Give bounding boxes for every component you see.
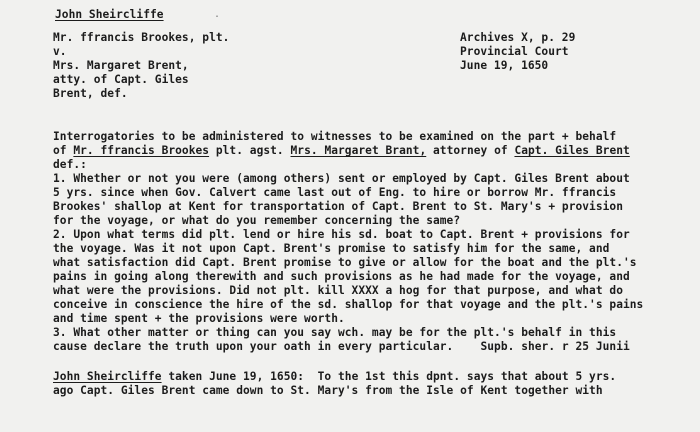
stray-mark: . bbox=[214, 9, 221, 20]
question-2-line-5: what were the provisions. Did not plt. kill XXXX a hog for that purpose, and what do bbox=[53, 284, 623, 297]
archive-reference: Archives X, p. 29 bbox=[460, 31, 576, 44]
parties-agst: plt. agst. bbox=[209, 144, 291, 157]
question-1-line-1: 1. Whether or not you were (among others) sent or employed by Capt. Giles Brent about bbox=[53, 172, 630, 185]
question-2-line-4: pains in going along therewith and such provisions as he had made for the voyage, and bbox=[53, 270, 630, 283]
caption-versus: v. bbox=[53, 45, 67, 58]
question-2-line-1: 2. Upon what terms did plt. lend or hire his sd. boat to Capt. Brent + provisions for bbox=[53, 228, 630, 241]
interrogatories-def: def.: bbox=[53, 158, 87, 171]
question-3-line-1: 3. What other matter or thing can you say wch. may be for the plt.'s behalf in this bbox=[53, 326, 617, 339]
question-2-line-6: conceive in conscience the hire of the sd. shallop for that voyage and the plt.'s pains bbox=[53, 298, 644, 311]
plaintiff-name: Mr. ffrancis Brookes bbox=[73, 144, 210, 157]
question-2-line-3: what satisfaction did Capt. Brent promise to give or allow for the boat and the plt.'s bbox=[53, 256, 637, 269]
question-2-line-2: the voyage. Was it not upon Capt. Brent's promise to satisfy him for the same, and bbox=[53, 242, 610, 255]
interrogatories-parties bbox=[53, 144, 630, 157]
record-date: June 19, 1650 bbox=[460, 59, 549, 72]
caption-plaintiff: Mr. ffrancis Brookes, plt. bbox=[53, 31, 230, 44]
court-name: Provincial Court bbox=[460, 45, 569, 58]
principal-name: Capt. Giles Brent bbox=[514, 144, 630, 157]
parties-of: of bbox=[53, 144, 74, 157]
interrogatories-intro: Interrogatories to be administered to witnesses to be examined on the part + behalf bbox=[53, 130, 617, 143]
deposition-line-1 bbox=[53, 370, 616, 383]
question-3-line-2: cause declare the truth upon your oath in every particular. Supb. sher. r 25 Junii bbox=[53, 340, 630, 353]
question-1-line-3: Brookes' shallop at Kent for transportation of Capt. Brent to St. Mary's + provision bbox=[53, 200, 623, 213]
question-1-line-4: for the voyage, or what do you remember concerning the same? bbox=[53, 214, 461, 227]
card-title: John Sheircliffe bbox=[55, 8, 164, 21]
question-1-line-2: 5 yrs. since when Gov. Calvert came last out of Eng. to hire or borrow Mr. ffrancis bbox=[53, 186, 617, 199]
deponent-name: John Sheircliffe bbox=[53, 370, 162, 383]
caption-def: Brent, def. bbox=[53, 87, 128, 100]
deposition-text: taken June 19, 1650: To the 1st this dpnt. says that about 5 yrs. bbox=[161, 370, 617, 383]
caption-defendant: Mrs. Margaret Brent, bbox=[53, 59, 189, 72]
caption-attorney: atty. of Capt. Giles bbox=[53, 73, 189, 86]
parties-attorney: attorney of bbox=[426, 144, 515, 157]
deposition-line-2: ago Capt. Giles Brent came down to St. Mary's from the Isle of Kent together with bbox=[53, 384, 603, 397]
question-2-line-7: and time spent + the provisions were worth. bbox=[53, 312, 345, 325]
defendant-name: Mrs. Margaret Brant, bbox=[290, 144, 427, 157]
